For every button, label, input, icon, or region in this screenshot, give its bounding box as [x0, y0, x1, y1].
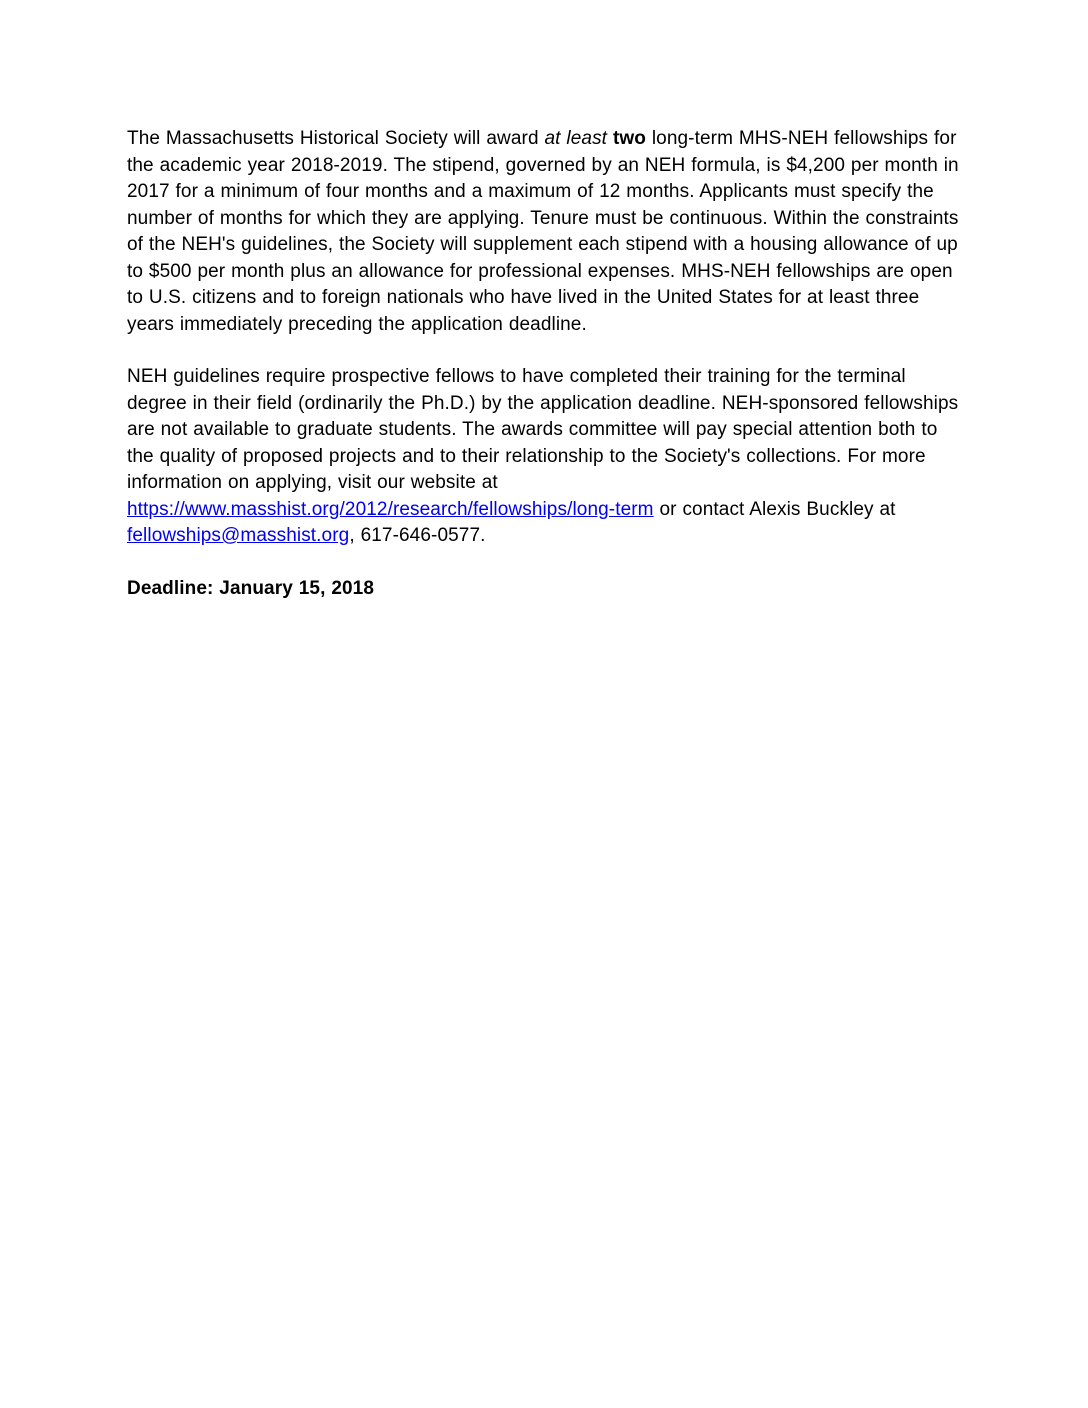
paragraph1-bold-word: two — [612, 128, 646, 149]
website-link[interactable]: https://www.masshist.org/2012/research/fellowships/long-term — [127, 498, 654, 520]
document-body — [127, 126, 965, 602]
paragraph2-text-end: , 617-646-0577. — [349, 525, 486, 546]
paragraph2-text: NEH guidelines require prospective fellows to have completed their training for the terminal degree in their field (ordinarily the Ph.D.) by the application deadline. NEH-sponsored fellowships are not available to graduate students. The awards committee will pay special attention both to the quality of proposed projects and to their relationship to the Society's collections. For more information on applying, visit our website at — [127, 366, 959, 493]
paragraph-guidelines-contact — [127, 364, 965, 550]
email-link[interactable]: fellowships@masshist.org — [127, 525, 350, 546]
paragraph-fellowship-overview — [127, 126, 965, 338]
deadline-line — [127, 576, 965, 603]
paragraph1-text-continued: long-term MHS-NEH fellowships for the academic year 2018-2019. The stipend, governed by an NEH formula, is $4,200 per month in 2017 for a minimum of four months and a maximum of 12 months. Applicants must specify the number of months for which they are applying. Tenure must be continuous. Within the constraints of the NEH's guidelines, the Society will supplement each stipend with a housing allowance of up to $500 per month plus an allowance for professional expenses. MHS-NEH fellowships are open to U.S. citizens and to foreign nationals who have lived in the United States for at least three years immediately preceding the application deadline. — [127, 128, 959, 335]
paragraph1-italic-phrase: at least — [544, 128, 608, 149]
deadline-text: Deadline: January 15, 2018 — [127, 577, 375, 599]
paragraph1-text: The Massachusetts Historical Society will award — [127, 128, 545, 149]
paragraph2-text-middle: or contact Alexis Buckley at — [653, 498, 896, 520]
